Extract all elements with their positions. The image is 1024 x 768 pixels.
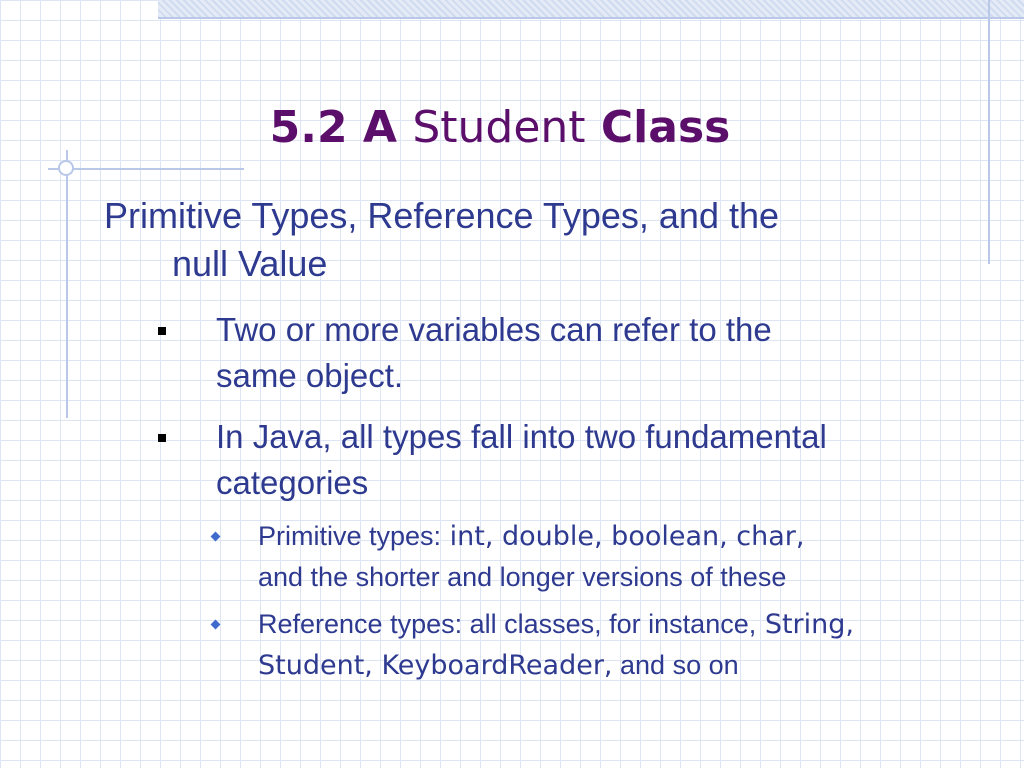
square-bullet-icon bbox=[158, 434, 166, 442]
title-word-class: Class bbox=[600, 102, 731, 153]
slide-title bbox=[0, 100, 1000, 156]
section-heading bbox=[104, 192, 964, 288]
sub-bullet-label: Reference types: all classes, for instance, bbox=[258, 609, 757, 639]
sub-bullet-line2-code: Student, KeyboardReader, bbox=[258, 650, 613, 681]
bullet-item bbox=[216, 414, 996, 506]
bullet-line1: Two or more variables can refer to the bbox=[216, 311, 772, 348]
title-number: 5.2 A bbox=[269, 102, 397, 153]
bullet-item bbox=[216, 307, 996, 399]
sub-bullet-item bbox=[258, 604, 998, 686]
diamond-bullet-icon bbox=[211, 620, 221, 630]
section-heading-line2: null Value bbox=[172, 243, 328, 284]
section-heading-line1: Primitive Types, Reference Types, and the bbox=[104, 195, 780, 236]
title-word-student: Student bbox=[412, 102, 586, 153]
sub-bullet-line2-text: and so on bbox=[612, 650, 739, 680]
square-bullet-icon bbox=[158, 327, 166, 335]
left-horizontal-rule bbox=[48, 168, 244, 170]
bullet-line1: In Java, all types fall into two fundamental bbox=[216, 418, 827, 455]
band-bottom-line bbox=[158, 17, 1024, 19]
sub-bullet-label: Primitive types: bbox=[258, 521, 442, 551]
bullet-line2: categories bbox=[216, 464, 369, 501]
band-real bbox=[158, 0, 1024, 18]
bullet-line2: same object. bbox=[216, 357, 404, 394]
sub-bullet-line2: and the shorter and longer versions of these bbox=[258, 562, 787, 592]
diamond-bullet-icon bbox=[211, 532, 221, 542]
sub-bullet-code: String, bbox=[756, 609, 854, 640]
sub-bullet-item bbox=[258, 516, 998, 598]
rule-junction-circle bbox=[58, 160, 74, 176]
sub-bullet-code: int, double, boolean, char, bbox=[441, 521, 805, 552]
left-vertical-rule bbox=[66, 150, 68, 418]
